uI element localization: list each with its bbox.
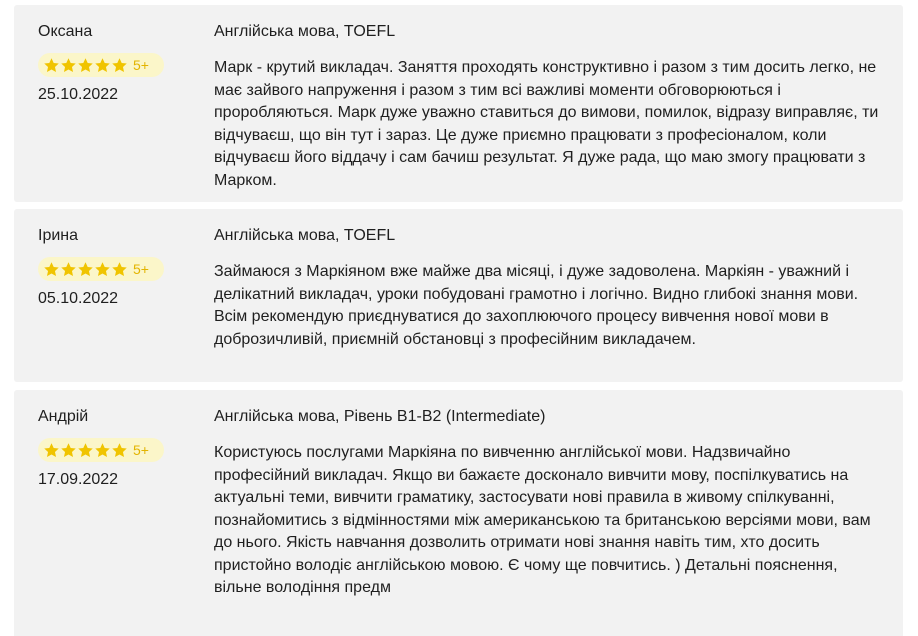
star-icon <box>111 261 128 278</box>
review-subject: Англійська мова, TOEFL <box>214 227 396 244</box>
star-rating <box>43 57 128 74</box>
star-icon <box>111 57 128 74</box>
review-subject: Англійська мова, TOEFL <box>214 23 396 40</box>
rating-badge <box>38 53 164 77</box>
review-date: 05.10.2022 <box>38 290 119 307</box>
reviewer-name: Оксана <box>38 23 93 40</box>
review-author-block <box>38 404 198 491</box>
review-author-block <box>38 223 198 310</box>
star-rating <box>43 442 128 459</box>
star-icon <box>60 261 77 278</box>
reviewer-name: Андрій <box>38 408 89 425</box>
star-icon <box>94 261 111 278</box>
review-text: Марк - крутий викладач. Заняття проходять конструктивно і разом з тим досить легко, не має зайвого напруження і разом з тим всі важливі моменти обговорюються і проробляються. Марк дуже уважно ставиться до вимови, помилок, відразу виправляє, ти відчуваєш, що він тут і зараз. Це дуже приємно працювати з професіоналом, коли відчуваєш його віддачу і сам бачиш результат. Я дуже рада, що маю змогу працювати з Марком. <box>214 59 879 189</box>
star-icon <box>94 57 111 74</box>
review-subject: Англійська мова, Рівень B1-B2 (Intermediate) <box>214 408 546 425</box>
star-icon <box>43 442 60 459</box>
star-icon <box>43 261 60 278</box>
review-text: Займаюся з Маркіяном вже майже два місяці, і дуже задоволена. Маркіян - уважний і делікатний викладач, уроки побудовані грамотно і логічно. Видно глибокі знання мови. Всім рекомендую приєднуватися до захоплюючого процесу вивчення нової мови в доброзичливій, приємній обстановці з професійним викладачем. <box>214 263 859 348</box>
review-card <box>14 5 903 202</box>
reviewer-name: Ірина <box>38 227 79 244</box>
review-date: 25.10.2022 <box>38 86 119 103</box>
review-content <box>214 223 884 351</box>
star-icon <box>77 261 94 278</box>
star-icon <box>77 57 94 74</box>
star-icon <box>60 442 77 459</box>
review-author-block <box>38 19 198 106</box>
rating-badge <box>38 438 164 462</box>
star-icon <box>77 442 94 459</box>
review-card <box>14 390 903 636</box>
rating-badge <box>38 257 164 281</box>
star-rating <box>43 261 128 278</box>
star-icon <box>94 442 111 459</box>
review-card <box>14 209 903 382</box>
rating-score: 5+ <box>133 57 149 73</box>
rating-score: 5+ <box>133 261 149 277</box>
review-date: 17.09.2022 <box>38 471 119 488</box>
review-content <box>214 404 884 600</box>
star-icon <box>111 442 128 459</box>
review-text: Користуюсь послугами Маркіяна по вивченню англійської мови. Надзвичайно професійний викладач. Якщо ви бажаєте досконало вивчити мову, поспілкуватись на актуальні теми, вивчити граматику, застосувати нові правила в живому спілкуванні, познайомитись з відмінностями між американською та британською версіями мови, вам до нього. Якість навчання дозволить отримати нові знання навіть тим, хто досить пристойно володіє англійською мовою. Є чому ще повчитись. ) Детальні пояснення, вільне володіння предм <box>214 444 871 596</box>
star-icon <box>43 57 60 74</box>
star-icon <box>60 57 77 74</box>
rating-score: 5+ <box>133 442 149 458</box>
review-content <box>214 19 884 192</box>
